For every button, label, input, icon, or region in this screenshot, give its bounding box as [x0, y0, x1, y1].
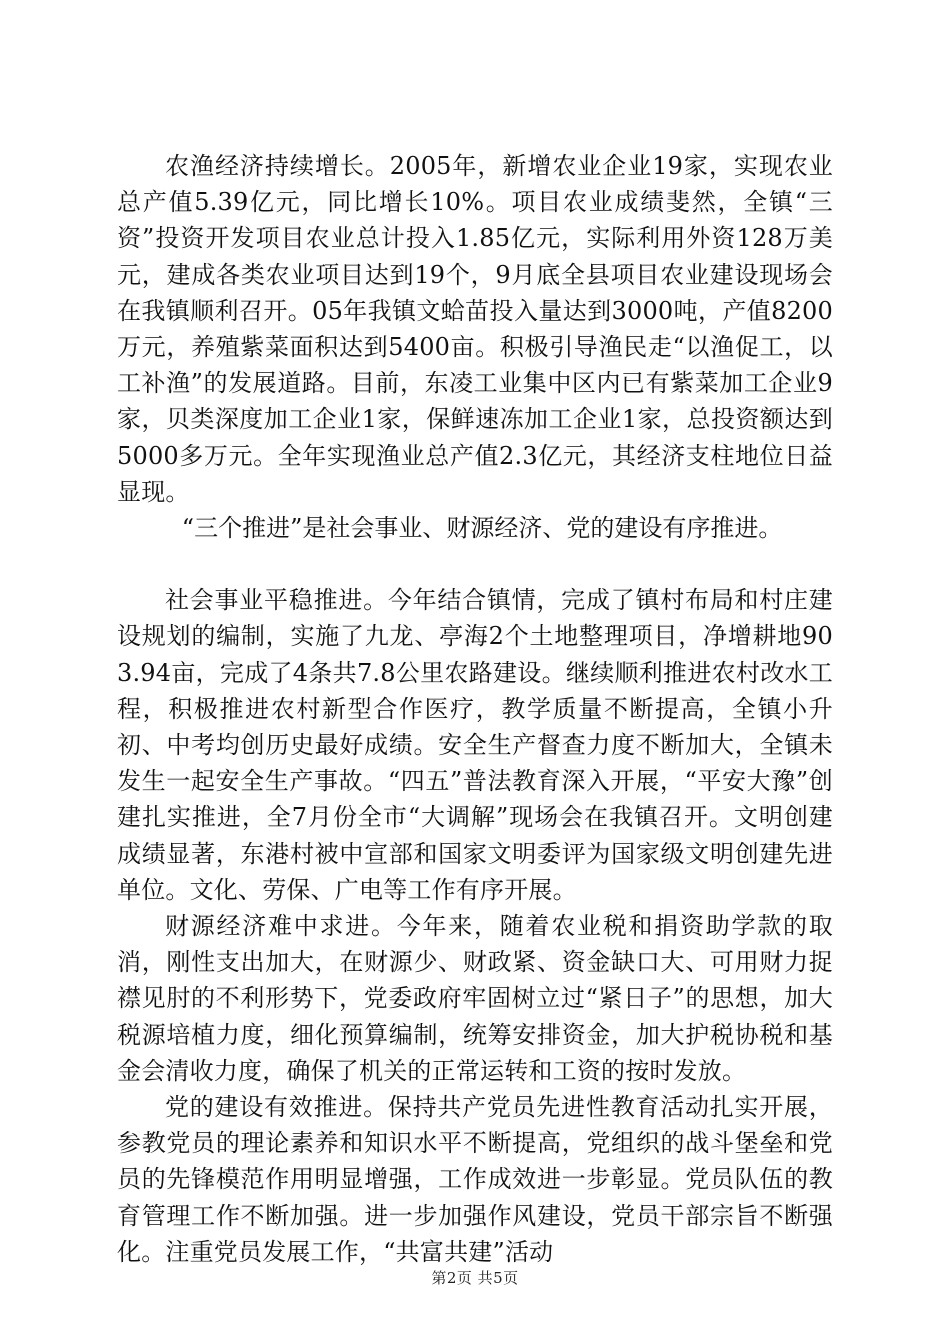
document-body	[117, 148, 833, 1270]
paragraph-gap	[117, 546, 833, 582]
paragraph-agriculture-fishery: 农渔经济持续增长。2005年，新增农业企业19家，实现农业总产值5.39亿元，同比增长10%。项目农业成绩斐然，全镇“三资”投资开发项目农业总计投入1.85亿元，实际利用外资128万美元，建成各类农业项目达到19个，9月底全县项目农业建设现场会在我镇顺利召开。05年我镇文蛤苗投入量达到3000吨，产值8200万元，养殖紫菜面积达到5400亩。积极引导渔民走“以渔促工，以工补渔”的发展道路。目前，东凌工业集中区内已有紫菜加工企业9家，贝类深度加工企业1家，保鲜速冻加工企业1家，总投资额达到5000多万元。全年实现渔业总产值2.3亿元，其经济支柱地位日益显现。	[117, 152, 833, 506]
page-footer: 第2页 共5页	[431, 1269, 519, 1287]
paragraph-social-affairs: 社会事业平稳推进。今年结合镇情，完成了镇村布局和村庄建设规划的编制，实施了九龙、亭海2个土地整理项目，净增耕地903.94亩，完成了4条共7.8公里农路建设。继续顺利推进农村改水工程，积极推进农村新型合作医疗，教学质量不断提高，全镇小升初、中考均创历史最好成绩。安全生产督查力度不断加大，全镇未发生一起安全生产事故。“四五”普法教育深入开展，“平安大豫”创建扎实推进，全7月份全市“大调解”现场会在我镇召开。文明创建成绩显著，东港村被中宣部和国家文明委评为国家级文明创建先进单位。文化、劳保、广电等工作有序开展。	[117, 586, 833, 904]
paragraph-party-building: 党的建设有效推进。保持共产党员先进性教育活动扎实开展，参教党员的理论素养和知识水平不断提高，党组织的战斗堡垒和党员的先锋模范作用明显增强，工作成效进一步彰显。党员队伍的教育管理工作不断加强。进一步加强作风建设，党员干部宗旨不断强化。注重党员发展工作，“共富共建”活动	[117, 1093, 833, 1266]
paragraph-three-advances: “三个推进”是社会事业、财源经济、党的建设有序推进。	[181, 514, 783, 543]
paragraph-fiscal-economy: 财源经济难中求进。今年来，随着农业税和捐资助学款的取消，刚性支出加大，在财源少、财政紧、资金缺口大、可用财力捉襟见肘的不利形势下，党委政府牢固树立过“紧日子”的思想，加大税源培植力度，细化预算编制，统筹安排资金，加大护税协税和基金会清收力度，确保了机关的正常运转和工资的按时发放。	[117, 912, 833, 1085]
